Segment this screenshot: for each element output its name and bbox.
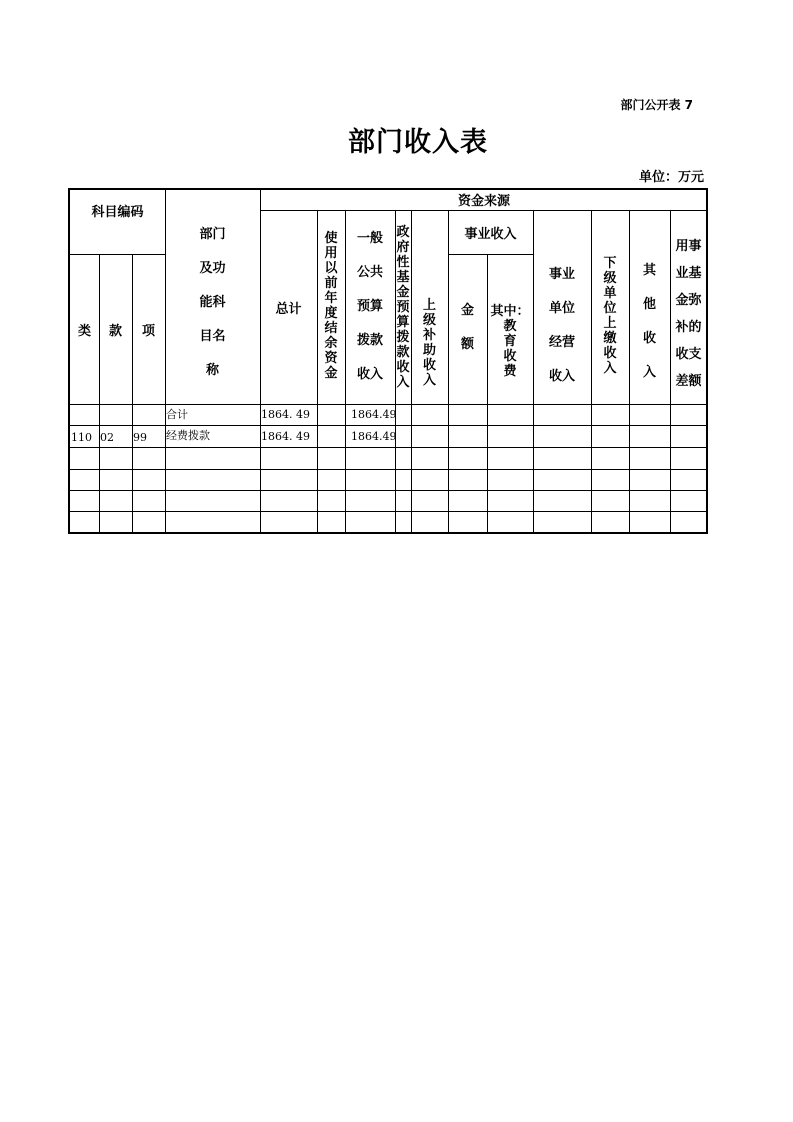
header-amount: 金 额 (460, 303, 474, 352)
header-education-fee: 其中： 教 育 收 费 (490, 303, 530, 379)
page-title: 部门收入表 (348, 127, 488, 158)
header-dept-name: 部门 及功 能科 目名 称 (199, 227, 226, 378)
header-total: 总计 (275, 301, 302, 317)
table-cell-xiang: 99 (133, 431, 147, 444)
header-fund-supplement: 用事 业基 金弥 补的 收支 差额 (675, 239, 702, 389)
unit-label: 单位：万元 (638, 170, 704, 185)
header-operating-income: 事业 单位 经营 收入 (548, 267, 575, 384)
table-cell-total: 1864. 49 (261, 408, 310, 421)
grid-line (448, 254, 533, 255)
header-general-budget: 一般 公共 预算 拨款 收入 (356, 231, 383, 382)
table-cell-general: 1864.49 (351, 408, 397, 421)
header-gov-fund: 政 府 性 基 金 预 算 拨 款 收 入 (396, 224, 410, 390)
grid-line (448, 210, 449, 534)
header-xiang: 项 (141, 323, 155, 339)
table-cell-lei: 110 (71, 431, 92, 444)
table-cell-total: 1864. 49 (261, 430, 310, 443)
header-subject-code: 科目编码 (91, 204, 144, 220)
table-cell-kuan: 02 (100, 431, 114, 444)
header-higher-subsidy: 上 级 补 助 收 入 (422, 298, 436, 388)
table-cell-name: 合计 (166, 408, 188, 421)
header-prior-balance: 使 用 以 前 年 度 结 余 资 金 (324, 230, 338, 381)
header-other-income: 其 他 收 入 (642, 263, 656, 380)
header-lei: 类 (77, 323, 91, 339)
header-funding-source: 资金来源 (457, 193, 510, 209)
header-lower-remit: 下 级 单 位 上 缴 收 入 (603, 256, 617, 376)
header-business-income: 事业收入 (464, 226, 517, 242)
table-cell-name: 经费拨款 (166, 429, 210, 442)
header-kuan: 款 (108, 323, 122, 339)
income-table (68, 188, 706, 534)
form-number: 部门公开表 7 (620, 98, 693, 112)
table-cell-general: 1864.49 (351, 430, 397, 443)
